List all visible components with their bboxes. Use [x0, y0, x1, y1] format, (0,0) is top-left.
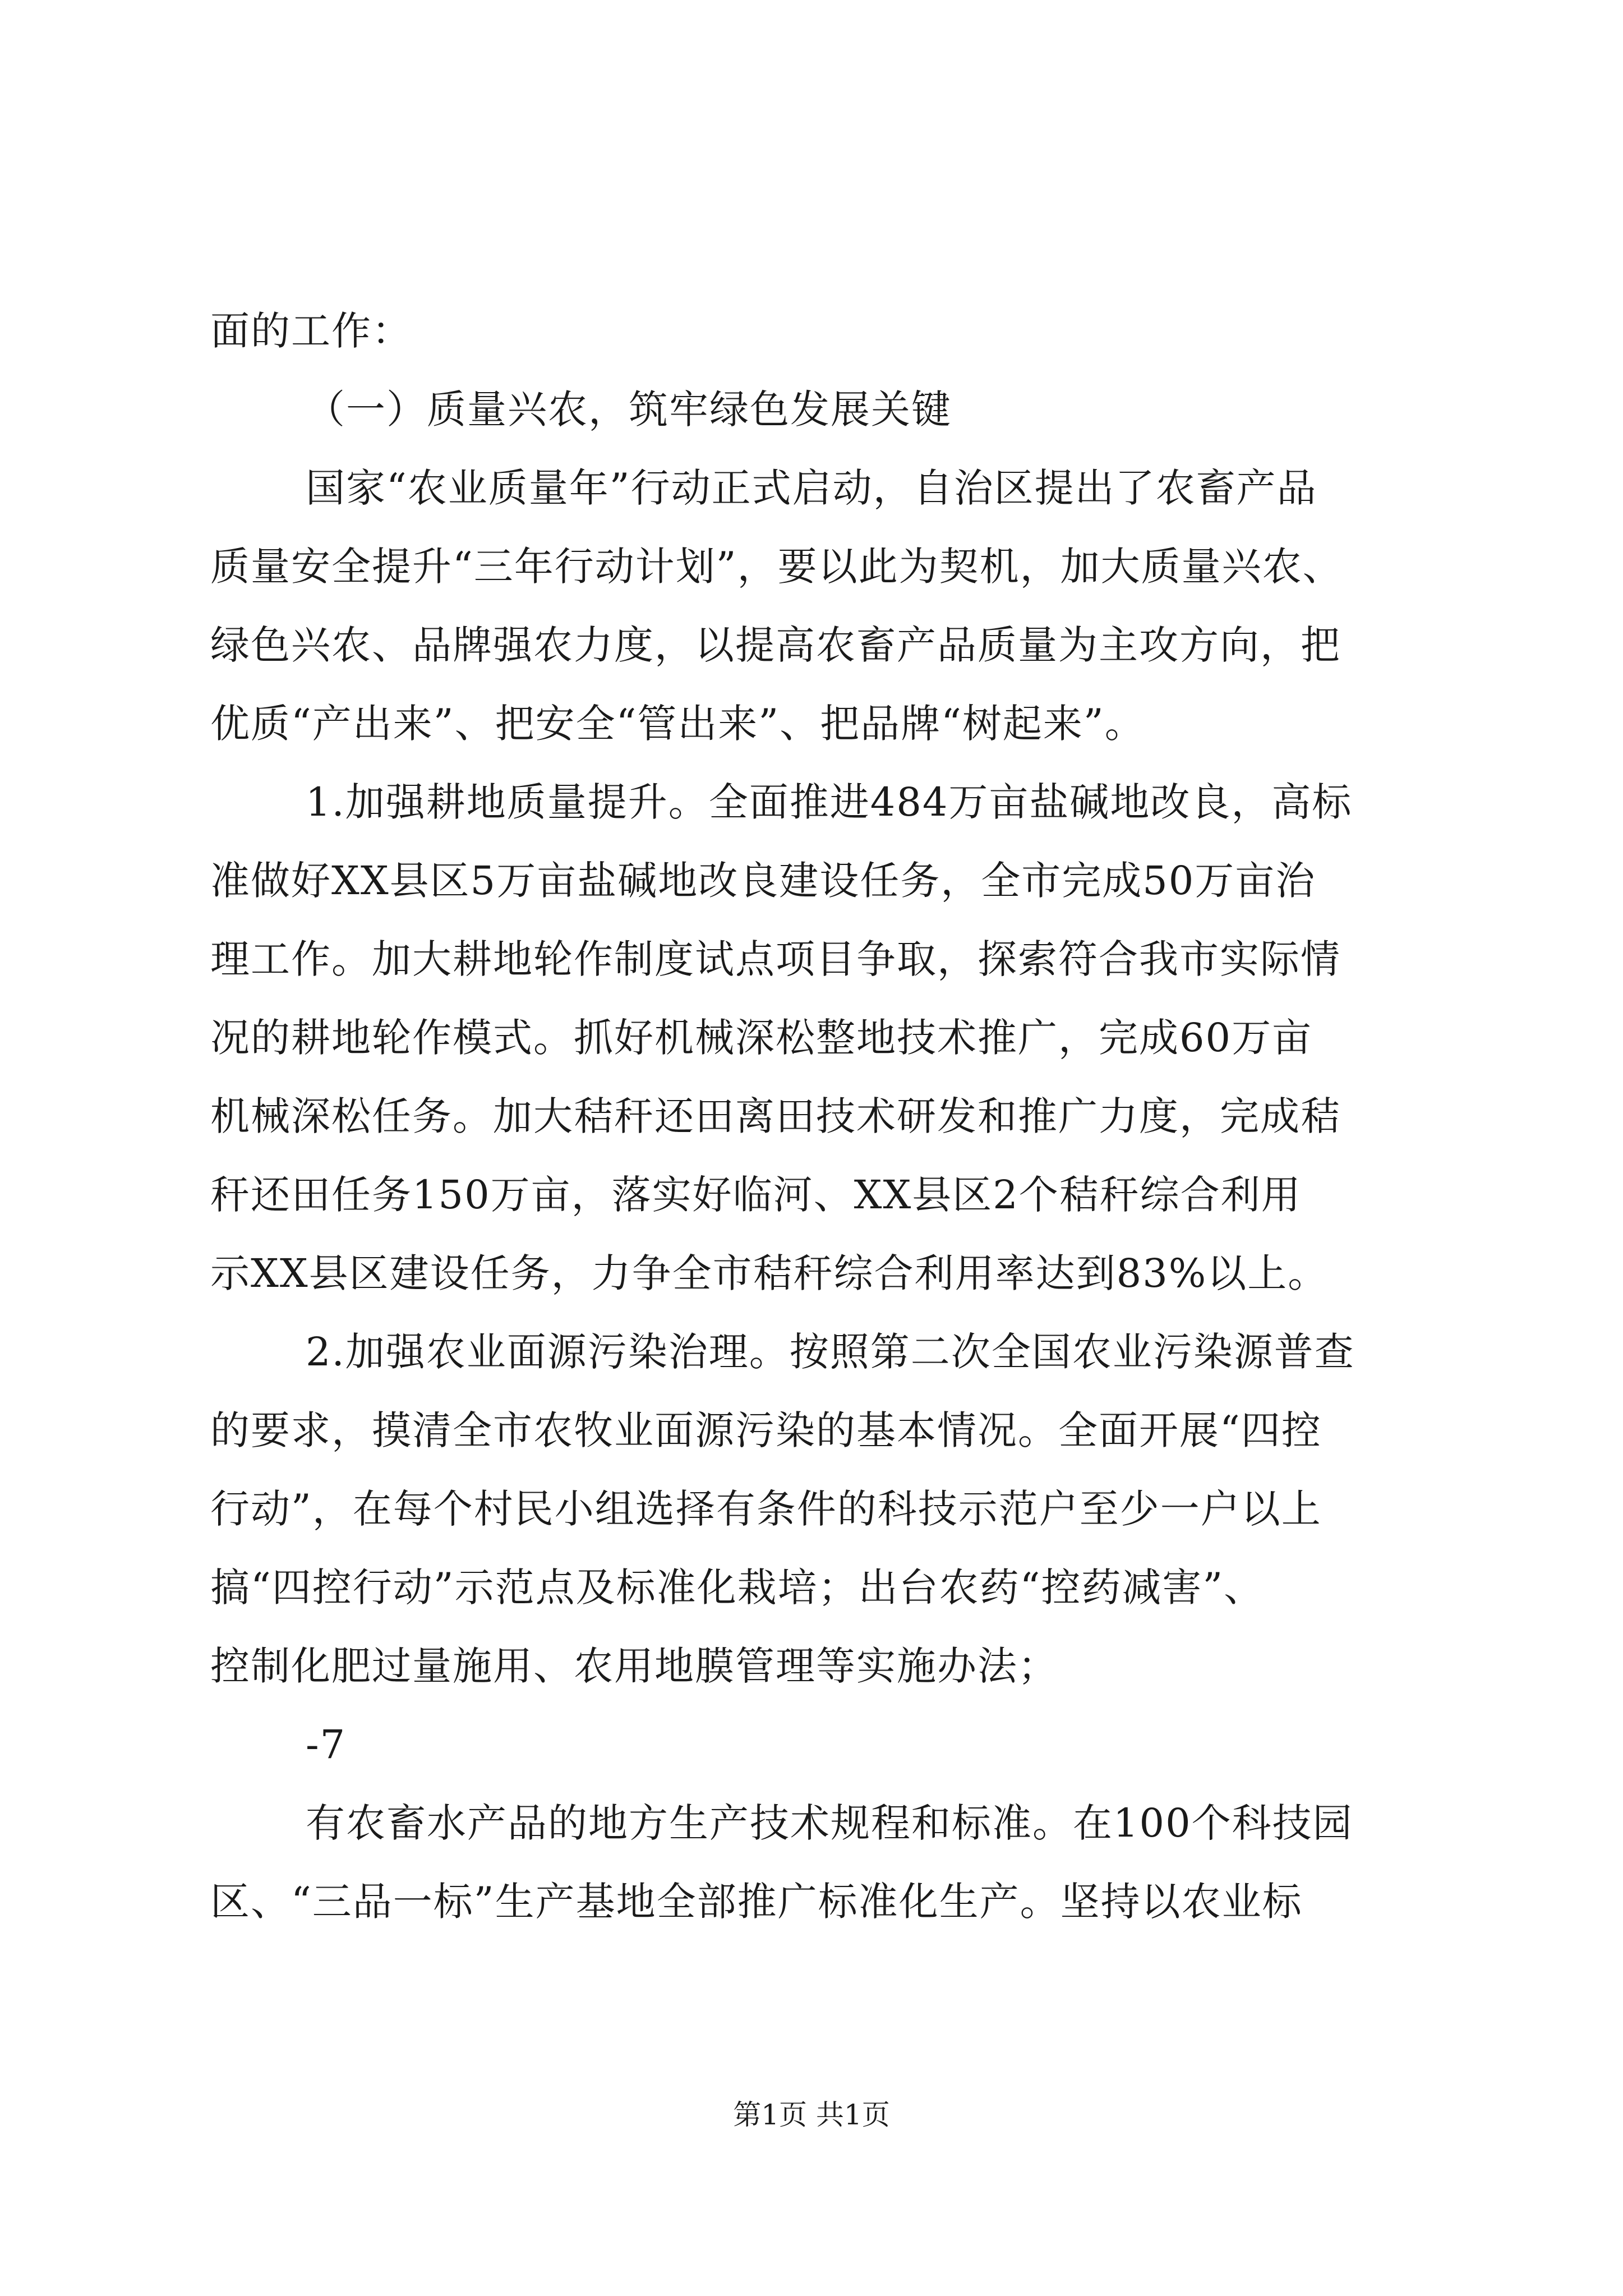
text-line: 行动”，在每个村民小组选择有条件的科技示范户至少一户以上: [210, 1486, 1322, 1532]
inline-page-marker: -7: [306, 1722, 347, 1768]
text-line: 的要求，摸清全市农牧业面源污染的基本情况。全面开展“四控: [210, 1407, 1322, 1453]
text-line: 理工作。加大耕地轮作制度试点项目争取，探索符合我市实际情: [210, 936, 1341, 982]
text-line: 2.加强农业面源污染治理。按照第二次全国农业污染源普查: [306, 1329, 1355, 1375]
text-line: 控制化肥过量施用、农用地膜管理等实施办法；: [210, 1643, 1058, 1689]
text-line: 质量安全提升“三年行动计划”，要以此为契机，加大质量兴农、: [210, 544, 1343, 590]
text-line: 搞“四控行动”示范点及标准化栽培；出台农药“控药减害”、: [210, 1565, 1265, 1611]
text-line: 示XX县区建设任务，力争全市秸秆综合利用率达到83%以上。: [210, 1250, 1329, 1296]
text-line: 区、“三品一标”生产基地全部推广标准化生产。坚持以农业标: [210, 1879, 1303, 1925]
text-line: 机械深松任务。加大秸秆还田离田技术研发和推广力度，完成秸: [210, 1093, 1341, 1139]
text-line: 1.加强耕地质量提升。全面推进484万亩盐碱地改良，高标: [306, 779, 1353, 825]
section-heading: （一）质量兴农，筑牢绿色发展关键: [306, 386, 952, 432]
text-line: 准做好XX县区5万亩盐碱地改良建设任务，全市完成50万亩治: [210, 858, 1316, 904]
text-line: 面的工作：: [210, 308, 412, 354]
text-line: 秆还田任务150万亩，落实好临河、XX县区2个秸秆综合利用: [210, 1172, 1302, 1218]
text-line: 国家“农业质量年”行动正式启动，自治区提出了农畜产品: [306, 465, 1317, 511]
page-footer: 第1页 共1页: [733, 2099, 890, 2131]
text-line: 绿色兴农、品牌强农力度，以提高农畜产品质量为主攻方向，把: [210, 622, 1341, 668]
text-line: 优质“产出来”、把安全“管出来”、把品牌“树起来”。: [210, 701, 1145, 747]
text-line: 有农畜水产品的地方生产技术规程和标准。在100个科技园: [306, 1800, 1353, 1846]
text-line: 况的耕地轮作模式。抓好机械深松整地技术推广，完成60万亩: [210, 1015, 1313, 1061]
